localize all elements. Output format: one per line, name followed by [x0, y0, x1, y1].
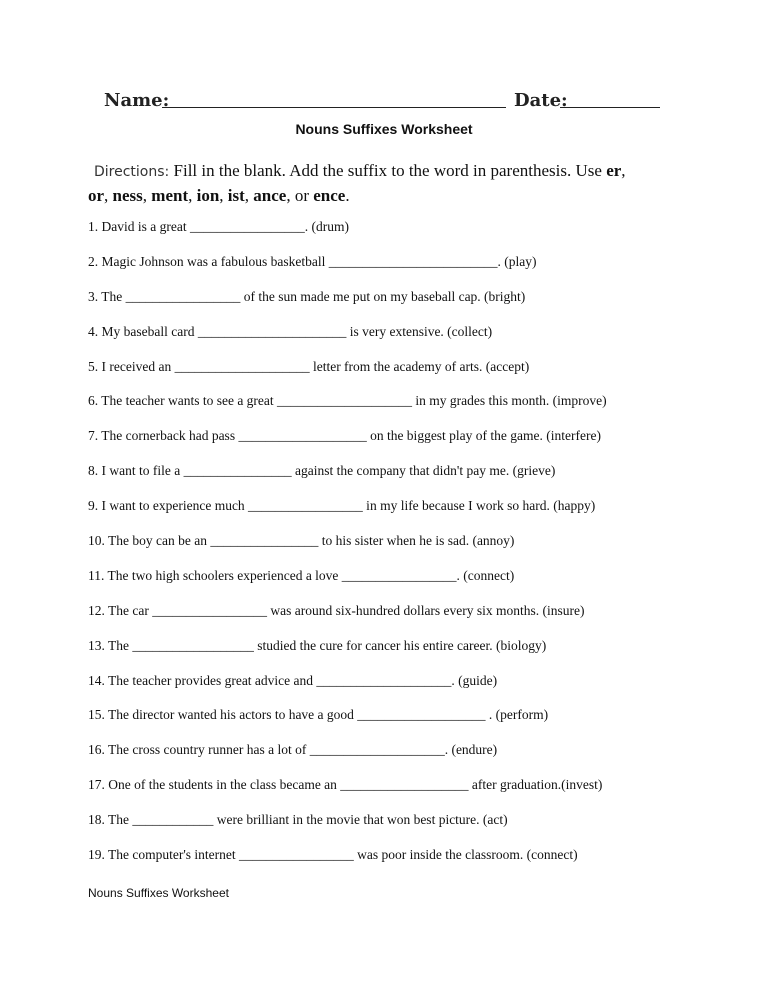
date-field[interactable] [560, 107, 660, 108]
question-item: 12. The car _________________ was around six-hundred dollars every six months. (insure) [88, 602, 585, 618]
worksheet-title: Nouns Suffixes Worksheet [295, 121, 473, 137]
suffix-ist: ist [227, 186, 245, 205]
question-item: 13. The __________________ studied the cure for cancer his entire career. (biology) [88, 637, 547, 653]
question-item: 10. The boy can be an ________________ to his sister when he is sad. (annoy) [88, 533, 515, 549]
suffix-ness: ness [112, 186, 143, 205]
question-item: 7. The cornerback had pass ___________________ on the biggest play of the game. (interfere) [88, 428, 601, 444]
question-item: 11. The two high schoolers experienced a love _________________. (connect) [88, 567, 515, 583]
suffix-ance: ance [253, 186, 287, 205]
directions-text: Fill in the blank. Add the suffix to the word in parenthesis. Use [169, 161, 607, 180]
directions-sep: , [219, 186, 228, 205]
question-item: 15. The director wanted his actors to have a good ___________________ . (perform) [88, 707, 549, 723]
header-row [104, 86, 664, 116]
question-item: 14. The teacher provides great advice and ____________________. (guide) [88, 672, 498, 688]
directions-sep: , or [286, 186, 314, 205]
suffix-er: er [606, 161, 622, 180]
directions-sep: , [104, 186, 113, 205]
question-item: 5. I received an ____________________ letter from the academy of arts. (accept) [88, 358, 530, 374]
question-item: 19. The computer's internet _________________ was poor inside the classroom. (connect) [88, 847, 578, 863]
question-item: 9. I want to experience much _________________ in my life because I work so hard. (happy) [88, 498, 596, 514]
directions-sep: , [188, 186, 197, 205]
page-footer: Nouns Suffixes Worksheet [88, 886, 229, 900]
directions-sep: , [244, 186, 254, 205]
question-item: 1. David is a great _________________. (drum) [88, 219, 349, 234]
question-item: 16. The cross country runner has a lot of ____________________. (endure) [88, 742, 498, 758]
directions-label: Directions: [94, 164, 170, 180]
directions-sep: , [142, 186, 152, 205]
date-label: Date: [514, 90, 568, 111]
suffix-ence: ence [313, 186, 346, 205]
directions-end: . [345, 186, 350, 205]
question-item: 8. I want to file a ________________ against the company that didn't pay me. (grieve) [88, 463, 556, 479]
question-list [88, 217, 748, 880]
name-field[interactable] [162, 107, 506, 108]
question-item: 18. The ____________ were brilliant in the movie that won best picture. (act) [88, 812, 508, 828]
question-item: 4. My baseball card ______________________ is very extensive. (collect) [88, 323, 493, 339]
suffix-or: or [88, 186, 105, 205]
directions-sep: , [621, 161, 626, 180]
question-item: 2. Magic Johnson was a fabulous basketball _________________________. (play) [88, 253, 537, 269]
suffix-ment: ment [151, 186, 189, 205]
suffix-ion: ion [196, 186, 220, 205]
directions [88, 159, 688, 207]
question-item: 3. The _________________ of the sun made me put on my baseball cap. (bright) [88, 288, 526, 304]
name-label: Name: [104, 90, 170, 111]
question-item: 17. One of the students in the class became an ___________________ after graduation.(invest) [88, 777, 603, 793]
question-item: 6. The teacher wants to see a great ____________________ in my grades this month. (improve) [88, 393, 607, 409]
